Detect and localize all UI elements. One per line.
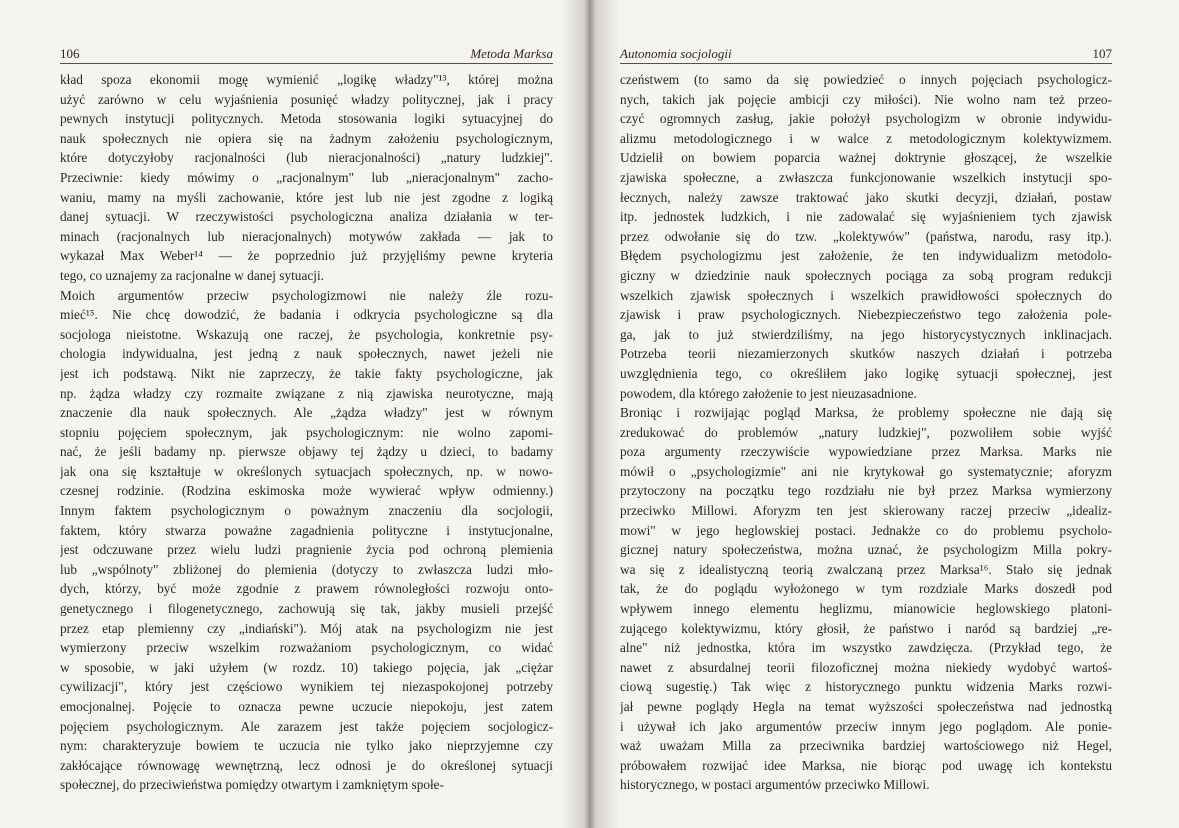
right-text-line: wszelkich zjawisk społecznych i wszelkich prawidłowości społecznych do (620, 287, 1112, 303)
left-text-line: mieć¹⁵. Nie chcę dowodzić, że badania i odkrycia psychologiczne są dla (60, 307, 553, 323)
left-text-line: jest ich podstawą. Nikt nie zaprzeczy, że takie fakty psychologiczne, jak (60, 365, 553, 381)
right-header-rule (620, 63, 1112, 64)
right-body-text (620, 70, 1112, 795)
right-text-line: czeństwem (to samo da się powiedzieć o innych pojęciach psychologicz- (620, 72, 1112, 87)
right-header (620, 44, 1112, 62)
left-text-line: nym: charakteryzuje bowiem te uczucia nie tylko jako nieprzyjemne czy (60, 738, 553, 754)
left-text-line: znaczenie dla nauk społecznych. Ale „żądza władzy" jest w równym (60, 405, 553, 421)
right-text-line: ga, jak to już stwierdziliśmy, na jego historycystycznych inklinacjach. (620, 326, 1112, 342)
left-text-line: społecznej, do przeciwieństwa pomiędzy otwartym i zamkniętym społe- (60, 777, 445, 793)
left-body-text (60, 70, 553, 795)
right-page-number: 107 (1092, 46, 1112, 61)
right-text-line: Potrzeba teorii niezamierzonych skutków naszych działań i potrzeba (620, 346, 1112, 362)
right-text-line: gicznej natury społeczeństwa, można uznać, że psychologizm Milla pokry- (620, 542, 1112, 558)
left-header-rule (60, 63, 553, 64)
right-text-line: zjawisk i praw psychologicznych. Niebezpieczeństwo tego założenia pole- (620, 307, 1112, 323)
right-text-line: przeciwko Millowi. Aforyzm ten jest skierowany raczej przeciw „idealiz- (620, 503, 1112, 519)
left-text-line: minach (racjonalnych lub nieracjonalnych) motywów zakłada — jak to (60, 228, 553, 244)
left-text-line: genetycznego i filogenetycznego, zachowują się tak, jakby musieli przejść (60, 601, 553, 617)
right-text-line: zredukować do problemów „natury ludzkiej", pozwoliłem sobie wyjść (620, 424, 1112, 440)
right-text-line: mowi" w jego heglowskiej postaci. Jednakże co do problemu psycholo- (620, 522, 1112, 538)
left-text-line: jest odczuwane przez wielu ludzi pragnienie życia pod ochroną plemienia (60, 542, 553, 558)
left-text-line: użyć zarówno w celu wyjaśnienia posunięć władzy politycznej, jak i pracy (60, 91, 553, 107)
left-text-line: tego, co uznajemy za racjonalne w danej sytuacji. (60, 267, 324, 283)
left-text-line: cywilizacji", który jest częściowo wynikiem tej niezaspokojonej potrzeby (60, 679, 553, 695)
right-text-line: alne" niż jednostka, która im wszystko zawdzięcza. (Przykład tego, że (620, 640, 1112, 656)
left-text-line: pewnych instytucji politycznych. Metoda stosowania logiki sytuacyjnej do (60, 111, 553, 127)
left-text-line: wykazał Max Weber¹⁴ — że poprzednio już przyjęliśmy pewne kryteria (60, 248, 553, 264)
left-text-line: socjologa nieistotne. Wskazują one raczej, że psychologia, konkretnie psy- (60, 326, 553, 342)
left-header (60, 44, 553, 62)
right-text-line: giczny w dziedzinie nauk społecznych pociąga za sobą program redukcji (620, 267, 1112, 283)
left-text-line: w sposobie, w jaki użyłem (w rozdz. 10) takiego pojęcia, jak „ciężar (60, 659, 553, 675)
right-text-line: Broniąc i rozwijając pogląd Marksa, że problemy społeczne nie dają się (620, 405, 1112, 421)
right-text-line: Udzielił on bowiem poparcia ważnej doktrynie głoszącej, że wszelkie (620, 150, 1112, 166)
right-text-line: zjawiska społeczne, a zwłaszcza funkcjonowanie wszelkich instytucji spo- (620, 169, 1112, 185)
right-text-line: poza argumenty rzeczywiście wypowiedziane przez Marksa. Marks nie (620, 444, 1112, 460)
left-page-number: 106 (60, 46, 80, 61)
right-text-line: wpływem innego elementu heglizmu, mianowicie heglowskiego platoni- (620, 601, 1112, 617)
left-text-line: Przeciwnie: kiedy mówimy o „racjonalnym" lub „nieracjonalnym" zacho- (60, 169, 553, 185)
right-text-line: tak, że do poglądu wyłożonego w tym rozdziale Marks doszedł pod (620, 581, 1112, 597)
right-text-line: przez odwołanie się do tzw. „kolektywów" (państwa, narodu, rasy itp.). (620, 228, 1112, 244)
left-page (0, 0, 588, 828)
right-text-line: nych, takich jak pojęcie ambicji czy miłości). Nie wolno nam też przeo- (620, 91, 1112, 107)
right-page (588, 0, 1179, 828)
left-text-line: np. żądza władzy czy rozmaite związane z nią zjawiska neurotyczne, mają (60, 385, 553, 401)
right-text-line: Błędem psychologizmu jest założenie, że ten indywidualizm metodolo- (620, 248, 1112, 264)
right-text-line: nawet z absurdalnej teorii filozoficznej można niekiedy wydobyć wartoś- (620, 659, 1112, 675)
left-text-line: przez etap plemienny czy „indiański"). Mój atak na psychologizm nie jest (60, 620, 553, 636)
right-text-line: przytoczony na początku tego rozdziału nie był przez Marksa wymierzony (620, 483, 1112, 499)
left-text-line: faktem, który stwarza poważne zagadnienia polityczne i instytucjonalne, (60, 522, 553, 538)
left-text-line: kład spoza ekonomii mogę wymienić „logikę władzy"¹³, której można (60, 72, 553, 87)
right-text-line: i używał ich jako argumentów przeciw innym jego poglądom. Ale ponie- (620, 718, 1112, 734)
left-text-line: nauk społecznych nie opiera się na żadnym założeniu psychologicznym, (60, 130, 553, 146)
left-text-line: chologia indywidualna, jest jedną z nauk społecznych, nawet jeżeli nie (60, 346, 553, 362)
right-text-line: zującego kolektywizmu, który głosił, że państwo i naród są bardziej „re- (620, 620, 1112, 636)
left-running-title: Metoda Marksa (470, 46, 553, 61)
left-text-line: wymierzony przeciw wszelkim rozważaniom psychologicznym, co widać (60, 640, 553, 656)
right-running-title: Autonomia socjologii (620, 46, 732, 61)
left-text-line: emocjonalnej. Pojęcie to oznacza pewne uczucie niepokoju, jest zatem (60, 699, 553, 714)
right-text-line: waż uważam Milla za przeciwnika bardziej wartościowego niż Hegel, (620, 738, 1112, 754)
left-text-line: Innym faktem psychologicznym o poważnym znaczeniu dla socjologii, (60, 503, 553, 519)
left-text-line: jak ona się kształtuje w określonych sytuacjach społecznych, np. w nowo- (60, 463, 553, 479)
left-text-line: czesnej rodzinie. (Rodzina eskimoska może wywierać wpływ odmienny.) (60, 483, 553, 499)
left-text-line: stopniu pojęciem społecznym, jak psychologicznym: nie wolno zapomi- (60, 424, 553, 440)
left-text-line: danej sytuacji. W rzeczywistości psychologiczna analiza działania w ter- (60, 209, 553, 225)
left-text-line: które dotyczyłoby racjonalności (lub nieracjonalności) „natury ludzkiej". (60, 150, 553, 166)
left-text-line: zakłócające równowagę wewnętrzną, lecz odnosi je do określonej sytuacji (60, 757, 553, 773)
right-text-line: próbowałem rozwijać idee Marksa, nie biorąc pod uwagę ich kontekstu (620, 757, 1112, 773)
left-text-line: dych, którzy, być może zgodnie z prawem równoległości rozwoju onto- (60, 581, 553, 597)
right-text-line: itp. jednostek ludzkich, i nie zadowalać się wyjaśnieniem tych zjawisk (620, 209, 1112, 225)
left-text-line: nać, że jeśli badamy np. pierwsze objawy tej żądzy u dzieci, to badamy (60, 444, 553, 460)
left-text-line: lub „wspólnoty" zbliżonej do plemienia (dotyczy to zwłaszcza ludzi mło- (60, 561, 553, 577)
right-text-line: czyć ogromnych zasług, jakie położył psychologizm w obronie indywidu- (620, 111, 1112, 127)
left-text-line: pojęciem psychologicznym. Ale zarazem jest także pojęciem socjologicz- (60, 718, 553, 734)
right-text-line: łecznych, należy zawsze traktować jako skutki decyzji, działań, postaw (620, 189, 1112, 205)
right-text-line: wa się z idealistyczną teorią zwalczaną przez Marksa¹⁶. Stało się jednak (620, 561, 1112, 577)
right-text-line: mówił o „psychologizmie" ani nie krytykował go systematycznie; aforyzm (620, 463, 1112, 479)
left-text-line: waniu, mamy na myśli zachowanie, które jest lub nie jest zgodne z logiką (60, 189, 553, 205)
right-text-line: powodem, dla którego założenie to jest nieuzasadnione. (620, 385, 917, 401)
right-text-line: jał pewne poglądy Hegla na temat wyższości społeczeństwa nad jednostką (620, 699, 1112, 714)
right-text-line: historycznego, w postaci argumentów przeciwko Millowi. (620, 777, 930, 793)
left-text-line: Moich argumentów przeciw psychologizmowi nie należy źle rozu- (60, 287, 553, 303)
right-text-line: uwzględnienia tego, co określiłem jako logikę sytuacji społecznej, jest (620, 365, 1112, 381)
right-text-line: alizmu metodologicznego i w walce z metodologicznym kolektywizmem. (620, 130, 1112, 146)
right-text-line: ciową sugestię.) Tak więc z historycznego punktu widzenia Marks rozwi- (620, 679, 1112, 695)
